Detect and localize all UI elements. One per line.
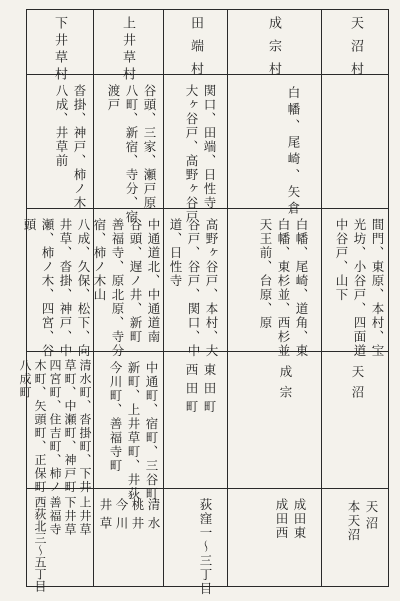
aza-list-shimoigusa: 八成、久保、松下、向 井草、沓掛、神戸、中 瀬、柿ノ木、四宮、谷 頭 — [22, 218, 91, 358]
aza-list-kamiigusa: 中通道北、中通道南 谷頭、遅ノ井、新町 善福寺、原北原、寺分 宿、柿ノ木山 — [92, 218, 161, 358]
town-after-1932-amanuma: 天沼 — [350, 365, 365, 406]
village-name-shimoigusa: 下井草村 — [52, 16, 67, 84]
town-after-1932-tabata: 東田町 西田町 — [184, 363, 217, 419]
aza-list-tabata: 高野ヶ谷戸、本村、大 谷戸、谷戸、関口、中 道、日性寺 — [168, 218, 219, 358]
original-aza-kamiigusa: 谷頭、三家、瀬戸原 八町、新宿、寺分、宿 渡戸 — [106, 84, 157, 224]
current-town-tabata: 荻窪一〜三丁目 — [198, 498, 213, 596]
original-aza-narimune: 白幡、尾崎、矢倉 — [286, 86, 301, 218]
current-town-kamiigusa: 清水 桃井 今川 井草 — [98, 498, 161, 535]
village-name-tabata: 田端村 — [188, 16, 203, 85]
current-town-narimune: 成田東 成田西 — [274, 498, 307, 540]
town-after-1932-shimoigusa: 清水町、沓掛町、下井 草町、中瀬町、神戸町 四宮町、住吉町、柿ノ 木町、矢頭町、正保町 八成町 — [18, 359, 92, 494]
aza-list-narimune: 白幡、尾崎、道角、東 白幡、東杉並、西杉並 天王前、台原、原 — [258, 218, 309, 358]
town-after-1932-kamiigusa: 中通町、宿町、三谷町 新町、上井草町、井荻 今川町、善福寺町 — [108, 361, 159, 501]
current-town-shimoigusa: 上井草 下井草 善福寺 西荻北三〜五丁目 — [33, 496, 92, 592]
aza-list-amanuma: 間門、東原、本村、宝 光坊、小谷戸、四面道 中谷戸、山下 — [334, 218, 385, 358]
original-aza-shimoigusa: 沓掛、神戸、柿ノ木 八成、井草前 — [54, 84, 87, 210]
village-name-narimune: 成宗村 — [266, 16, 281, 85]
town-after-1932-narimune: 成宗 — [278, 365, 293, 406]
current-town-amanuma: 天沼 本天沼 — [346, 500, 379, 542]
village-name-amanuma: 天沼村 — [348, 16, 363, 85]
ward-history-table — [18, 9, 389, 596]
village-name-kamiigusa: 上井草村 — [120, 16, 135, 84]
original-aza-tabata: 関口、田端、日性寺 大ヶ谷戸、高野ヶ谷戸 — [184, 84, 217, 224]
